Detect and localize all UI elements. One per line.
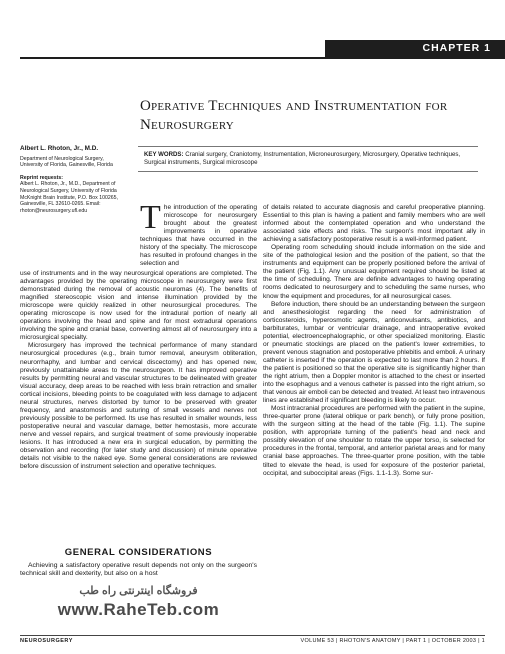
right-column	[263, 204, 485, 478]
keywords-box	[138, 146, 478, 172]
paragraph: of details related to accurate diagnosis and careful preoperative planning. Essential to this plan is having a patient and family members who are well informed about the contemplated operation and who understand the associated side effects and risks. The surgeon's most important ally in achieving a satisfactory postoperative result is a well-informed patient.	[263, 204, 485, 244]
author-block	[20, 146, 128, 214]
intro-column-top	[140, 199, 257, 268]
reprint-label: Reprint requests:	[20, 174, 63, 181]
intro-paragraph	[140, 199, 257, 268]
footer-journal: NEUROSURGERY	[20, 638, 73, 644]
chapter-banner: CHAPTER 1	[325, 40, 505, 57]
watermark-persian: فروشگاه اینترنتی راه طب	[79, 585, 198, 597]
paragraph: Most intracranial procedures are performed with the patient in the supine, three-quarter prone (lateral oblique or park bench), or fully prone position, with the surgeon sitting at the head of the table (Fig. 1.1). The supine position, with appropriate turning of the patient's head and neck and possibly elevation of one shoulder to rotate the upper torso, is selected for procedures in the frontal, temporal, and anterior parietal areas and for many cranial base approaches. The three-quarter prone position, with the table tilted to elevate the head, is used for exposure of the posterior parietal, occipital, and suboccipital areas (Figs. 1.1-1.3). Some sur-	[263, 405, 485, 477]
general-considerations-text: Achieving a satisfactory operative result depends not only on the surgeon's technical skill and dexterity, but also on a host	[20, 562, 257, 578]
paragraph: Microsurgery has improved the technical performance of many standard neurosurgical procedures (e.g., brain tumor removal, aneurysm obliteration, neurorrhaphy, and lumbar and cervical discectomy) and has opened new, previously unattainable areas to the neurosurgeon. It has improved operative results by permitting neural and vascular structures to be delineated with greater visual accuracy, deep areas to be reached with less brain retraction and smaller cortical incisions, bleeding points to be coagulated with less damage to adjacent neural structures, nerves distorted by tumor to be preserved with greater frequency, and anastomosis and suturing of small vessels and nerves not previously possible to be performed. Its use has resulted in smaller wounds, less postoperative neural and vascular damage, better hemostasis, more accurate nerve and vessel repairs, and surgical treatment of some previously inoperable lesions. It has introduced a new era in surgical education, by permitting the observation and recording (for later study and discussion) of minute operative details not visible to the naked eye. Some general considerations are reviewed before discussion of instrument selection and operative techniques.	[20, 342, 257, 471]
section-heading: GENERAL CONSIDERATIONS	[64, 547, 213, 558]
reprint-body: Albert L. Rhoton, Jr., M.D., Department of Neurological Surgery, University of Florida McKnight Brain Institute, P.O. Box 100265, Gainesville, FL 32610-0265. Email: rhoton@neurosurgery.ufl.edu	[20, 181, 118, 214]
paragraph: Before induction, there should be an understanding between the surgeon and anesthesiologist regarding the need for administration of corticosteroids, hyperosmotic agents, anticonvulsants, antibiotics, and barbiturates, lumbar or ventricular drainage, and intraoperative evoked potential, electroencephalographic, or other specialized monitoring. Elastic or pneumatic stockings are placed on the patient's lower extremities, to prevent venous stagnation and postoperative phlebitis and emboli. A urinary catheter is inserted if the operation is expected to last more than 2 hours. If the patient is positioned so that the operative site is significantly higher than the right atrium, then a Doppler monitor is attached to the chest or inserted into the esophagus and a venous catheter is passed into the right atrium, so that venous air emboli can be detected and treated. At least two intravenous lines are established if significant bleeding is likely to occur.	[263, 300, 485, 405]
footer-rule	[20, 635, 485, 636]
keywords-label: KEY WORDS:	[144, 151, 184, 158]
author-name: Albert L. Rhoton, Jr., M.D.	[20, 145, 99, 152]
intro-text: he introduction of the operating microscope for neurosurgery brought about the greatest improvements in operative techniques that have occurred in the history of the specialty. The microscope has resulted in profound changes in the selection and	[140, 204, 257, 268]
left-column	[20, 270, 257, 471]
author-affiliation: Department of Neurological Surgery, University of Florida, Gainesville, Florida	[20, 155, 113, 169]
banner-rule	[20, 57, 505, 59]
watermark-url: www.RaheTeb.com	[57, 600, 220, 619]
footer-info: VOLUME 53 | RHOTON'S ANATOMY | PART 1 | OCTOBER 2003 | 1	[300, 638, 485, 644]
paragraph: Operating room scheduling should include information on the side and site of the pathological lesion and the position of the patient, so that the instruments and equipment can be properly positioned before the arrival of the patient (Fig. 1.1). Any unusual equipment required should be listed at the time of scheduling. There are definite advantages to having operating rooms dedicated to neurosurgery and to scheduling the same nurses, who know the equipment and procedures, for all neurosurgical cases.	[263, 244, 485, 300]
paragraph: use of instruments and in the way neurosurgical operations are completed. The advantages provided by the operating microscope in neurosurgery were first demonstrated during the removal of acoustic neuromas (4). The benefits of magnified stereoscopic vision and intense illumination provided by the microscope were quickly realized in other neurosurgical procedures. The operating microscope is now used for the intradural portion of nearly all operations involving the head and spine and for most extradural operations involving the spine and cranial base, converting almost all of neurosurgery into a microsurgical specialty.	[20, 270, 257, 342]
keywords-text: Cranial surgery, Craniotomy, Instrumentation, Microneurosurgery, Microsurgery, Operative techniques, Surgical instruments, Surgical microscope	[144, 151, 461, 167]
drop-cap: T	[140, 199, 161, 236]
article-title: Operative Techniques and Instrumentation for Neurosurgery	[140, 98, 448, 133]
